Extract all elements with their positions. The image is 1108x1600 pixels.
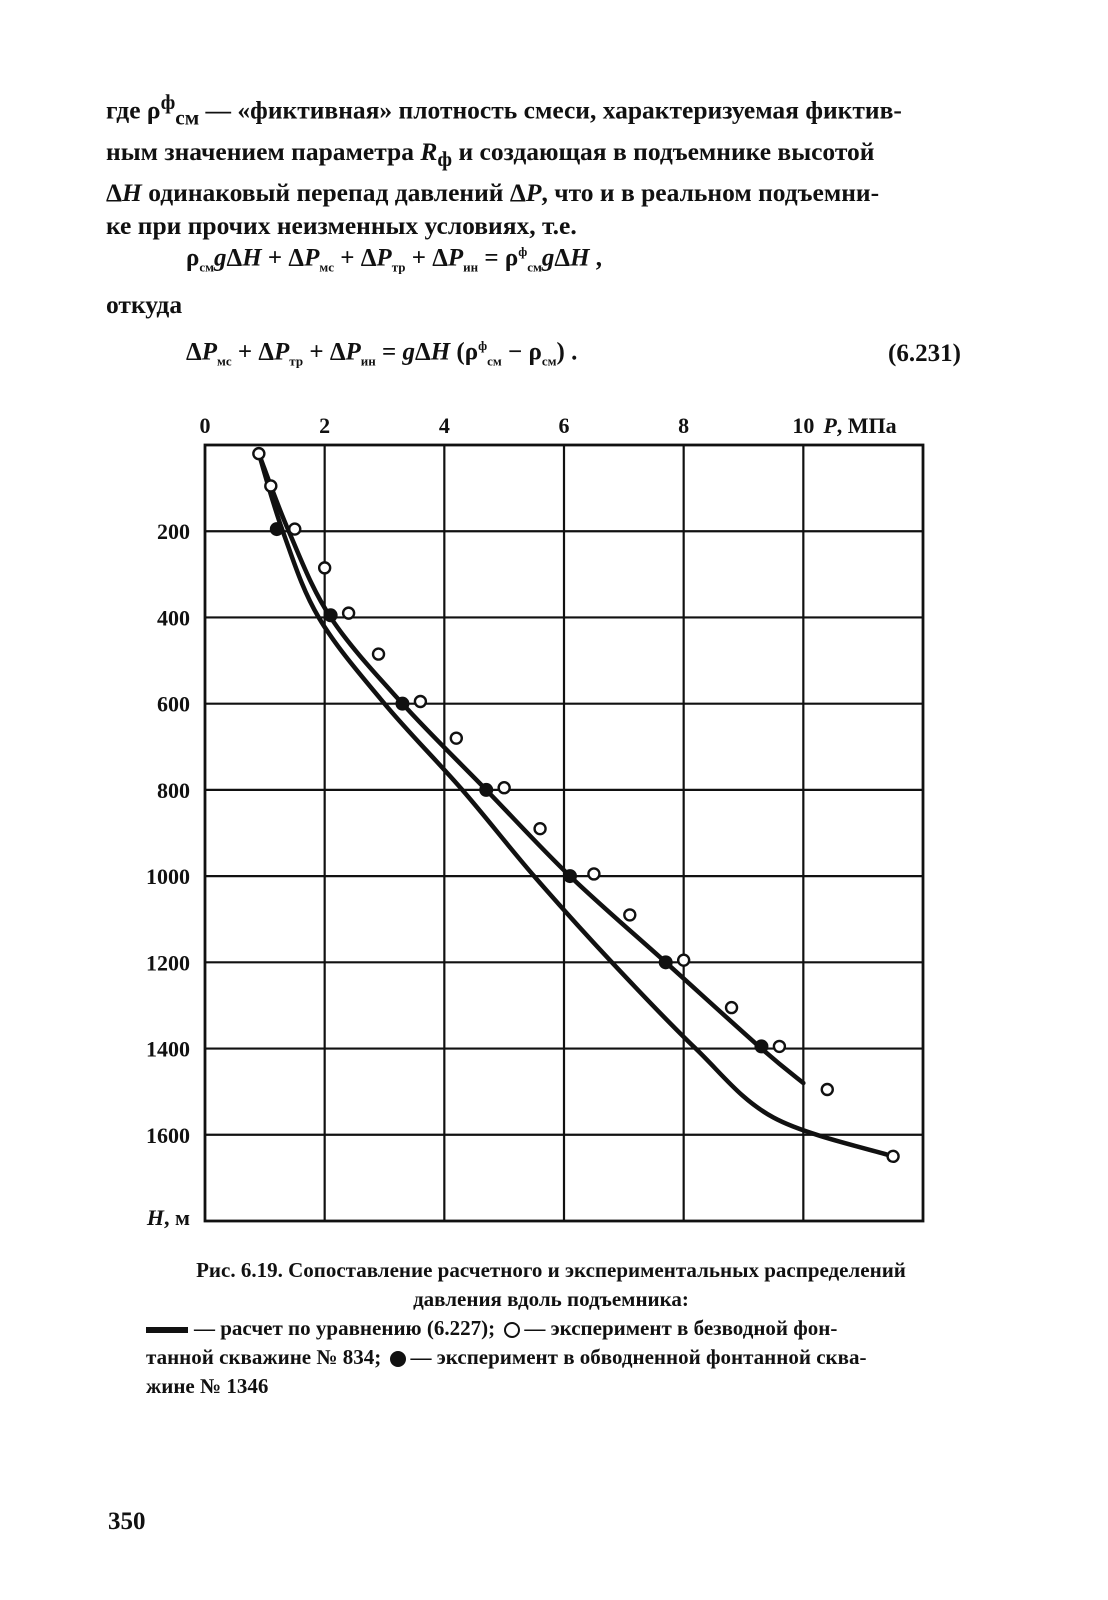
calculated-curve-1 <box>259 454 803 1083</box>
formula-balance: $\rho_{см}g\Delta H + \Delta P_{мс} + \Delta P_{тр} + \Delta P_{ин} = \rho^ф_{см}g\Delta H$ , <box>186 244 603 275</box>
y-tick-label: 1400 <box>146 1036 190 1062</box>
legend-dry-well-text: — эксперимент в безводной фон- <box>524 1316 838 1340</box>
formula-6-231: $\Delta P_{мс} + \Delta P_{тр} + \Delta P_{ин} = g\Delta H$ $(\rho^ф_{см} - \rho_{см})$ . <box>186 338 578 369</box>
filled-circle-legend-icon <box>390 1351 406 1367</box>
y-tick-label: 600 <box>157 691 190 717</box>
x-tick-label: 0 <box>199 413 211 438</box>
open-data-point <box>822 1084 833 1095</box>
open-data-point <box>265 480 276 491</box>
x-tick-label: 10 <box>792 413 815 438</box>
filled-data-point <box>270 523 283 536</box>
open-data-point <box>624 909 635 920</box>
chart-series <box>253 448 898 1162</box>
calculated-curve-2 <box>259 454 893 1157</box>
open-data-point <box>888 1151 899 1162</box>
paragraph-line: где $\rho^ф_{см}$ — «фиктивная» плотность смеси, характеризуемая фиктив- <box>106 90 902 130</box>
whence-label: откуда <box>106 290 183 319</box>
line-legend-icon <box>146 1327 188 1333</box>
y-tick-label: 400 <box>157 605 190 631</box>
filled-data-point <box>324 609 337 622</box>
legend-line-2 <box>146 1343 956 1372</box>
caption-title-1: Рис. 6.19. Сопоставление расчетного и экспериментальных распределений <box>196 1258 906 1282</box>
open-data-point <box>415 696 426 707</box>
x-tick-label: 8 <box>678 413 690 438</box>
paragraph-line: ΔH одинаковый перепад давлений ΔP, что и в реальном подъемни- <box>106 177 880 207</box>
open-data-point <box>499 782 510 793</box>
paragraph-line: ным значением параметра $R_ф$ и создающая в подъемнике высотой <box>106 136 875 171</box>
figure-caption <box>146 1256 956 1401</box>
y-tick-label: 1200 <box>146 950 190 976</box>
legend-line-3: жине № 1346 <box>146 1374 269 1398</box>
open-data-point <box>451 733 462 744</box>
filled-data-point <box>396 697 409 710</box>
open-data-point <box>535 823 546 834</box>
legend-line-1 <box>146 1314 956 1343</box>
chart-grid <box>205 445 923 1221</box>
y-tick-label: 1600 <box>146 1122 190 1148</box>
legend-calc-text: — расчет по уравнению (6.227); <box>194 1316 496 1340</box>
filled-data-point <box>755 1040 768 1053</box>
legend-watered-well-text: — эксперимент в обводненной фонтанной сква- <box>410 1345 867 1369</box>
open-circle-legend-icon <box>504 1322 520 1338</box>
equation-number: (6.231) <box>888 340 961 367</box>
legend-well-834-text: танной скважине № 834; <box>146 1345 382 1369</box>
caption-title-2: давления вдоль подъемника: <box>413 1287 689 1311</box>
open-data-point <box>373 649 384 660</box>
open-data-point <box>774 1041 785 1052</box>
y-axis-label: H, м <box>146 1205 190 1230</box>
y-tick-label: 1000 <box>146 864 190 890</box>
open-data-point <box>343 608 354 619</box>
open-data-point <box>678 955 689 966</box>
page-number: 350 <box>108 1508 146 1535</box>
x-tick-labels <box>200 413 815 438</box>
x-tick-label: 4 <box>438 413 450 438</box>
filled-data-point <box>480 783 493 796</box>
y-tick-label: 800 <box>157 777 190 803</box>
x-tick-label: 2 <box>319 413 331 438</box>
open-data-point <box>726 1002 737 1013</box>
filled-data-point <box>563 870 576 883</box>
open-data-point <box>319 562 330 573</box>
paragraph-line: ке при прочих неизменных условиях, т.е. <box>106 210 577 240</box>
x-tick-label: 6 <box>558 413 570 438</box>
x-axis-label: P, МПа <box>823 413 897 438</box>
filled-data-point <box>659 956 672 969</box>
y-tick-label: 200 <box>157 519 190 545</box>
open-data-point <box>588 868 599 879</box>
open-data-point <box>289 524 300 535</box>
y-tick-labels <box>146 519 190 1148</box>
open-data-point <box>253 448 264 459</box>
